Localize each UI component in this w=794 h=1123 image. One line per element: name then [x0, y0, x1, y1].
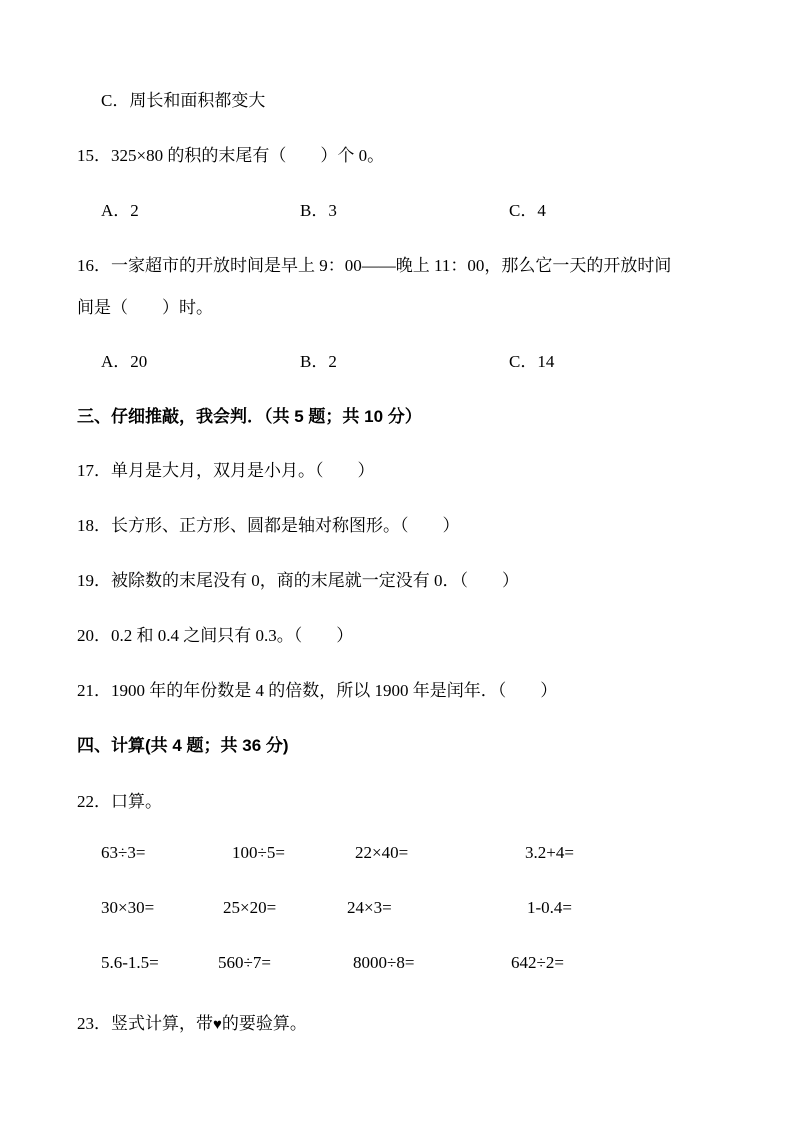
oral-calc-item: 30×30=	[101, 898, 155, 917]
q21: 21．1900 年的年份数是 4 的倍数，所以 1900 年是闰年．（ ）	[77, 681, 558, 700]
q17: 17．单月是大月，双月是小月。（ ）	[77, 461, 375, 480]
oral-calc-item: 1-0.4=	[527, 898, 572, 917]
oral-calc-item: 5.6-1.5=	[101, 953, 159, 972]
q14-option-c: C．周长和面积都变大	[101, 91, 266, 110]
section3-heading: 三、仔细推敲，我会判．（共 5 题；共 10 分）	[77, 407, 422, 426]
q23-stem	[77, 1009, 307, 1034]
oral-calc-item: 25×20=	[223, 898, 277, 917]
q23-prefix: 23．竖式计算，带	[77, 1014, 213, 1033]
q16-option-a: A．20	[101, 352, 148, 371]
q15-option-c: C．4	[509, 201, 546, 220]
oral-calc-item: 3.2+4=	[525, 843, 574, 862]
oral-calc-item: 63÷3=	[101, 843, 146, 862]
oral-calc-item: 100÷5=	[232, 843, 285, 862]
oral-calc-item: 24×3=	[347, 898, 392, 917]
q23-suffix: 的要验算。	[221, 1014, 307, 1033]
oral-calc-item: 8000÷8=	[353, 953, 415, 972]
q16-stem-line1: 16．一家超市的开放时间是早上 9：00——晚上 11：00，那么它一天的开放时间	[77, 256, 672, 275]
q15-stem: 15．325×80 的积的末尾有（ ）个 0。	[77, 146, 385, 165]
oral-calc-item: 642÷2=	[511, 953, 564, 972]
q16-option-b: B．2	[300, 352, 337, 371]
q16-option-c: C．14	[509, 352, 555, 371]
oral-calc-item: 22×40=	[355, 843, 409, 862]
section4-heading: 四、计算(共 4 题；共 36 分)	[77, 736, 289, 755]
q19: 19．被除数的末尾没有 0，商的末尾就一定没有 0．（ ）	[77, 571, 519, 590]
q15-option-a: A．2	[101, 201, 139, 220]
q20: 20．0.2 和 0.4 之间只有 0.3。（ ）	[77, 626, 354, 645]
q16-stem-line2: 间是（ ）时。	[77, 298, 213, 317]
heart-icon: ♥	[213, 1017, 222, 1033]
oral-calc-item: 560÷7=	[218, 953, 271, 972]
q22-label: 22．口算。	[77, 792, 162, 811]
q18: 18．长方形、正方形、圆都是轴对称图形。（ ）	[77, 516, 460, 535]
q15-option-b: B．3	[300, 201, 337, 220]
